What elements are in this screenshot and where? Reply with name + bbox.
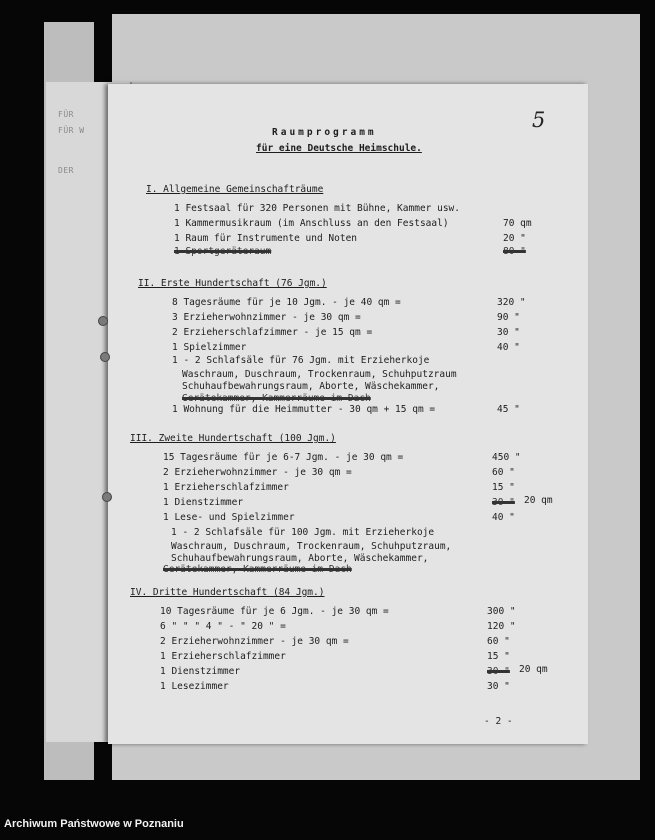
room-line: 1 Dienstzimmer <box>160 666 241 677</box>
room-line: 1 Sportgeräteraum <box>174 246 272 257</box>
area-value: 40 " <box>492 512 515 523</box>
document-title: Raumprogramm <box>272 127 377 138</box>
room-line: Gerätekammer, Kammerräume im Dach <box>163 564 352 575</box>
room-line: Schuhaufbewahrungsraum, Aborte, Wäschekammer, <box>182 381 440 392</box>
left-fragment: FÜR <box>58 110 74 119</box>
corrected-area-value: 20 qm <box>524 495 553 506</box>
room-line: 1 Lese- und Spielzimmer <box>163 512 295 523</box>
area-value: 30 " <box>492 497 515 508</box>
area-value: 450 " <box>492 452 521 463</box>
area-value: 60 " <box>492 467 515 478</box>
room-line: 6 " " " 4 " - " 20 " = <box>160 621 286 632</box>
punch-hole <box>100 352 110 362</box>
room-line: 3 Erzieherwohnzimmer - je 30 qm = <box>172 312 361 323</box>
punch-hole <box>102 492 112 502</box>
room-line: 2 Erzieherwohnzimmer - je 30 qm = <box>160 636 349 647</box>
room-line: 1 Dienstzimmer <box>163 497 244 508</box>
handwritten-page-number: 5 <box>532 108 546 132</box>
area-value: 30 " <box>487 666 510 677</box>
area-value: 15 " <box>492 482 515 493</box>
area-value: 90 " <box>497 312 520 323</box>
area-value: 320 " <box>497 297 526 308</box>
area-value: 40 " <box>497 342 520 353</box>
area-value: 30 " <box>487 681 510 692</box>
area-value: 300 " <box>487 606 516 617</box>
left-fragment: FÜR W <box>58 126 85 135</box>
room-line: 1 Spielzimmer <box>172 342 247 353</box>
room-line: 2 Erzieherwohnzimmer - je 30 qm = <box>163 467 352 478</box>
area-value: 60 " <box>487 636 510 647</box>
room-line: 1 Raum für Instrumente und Noten <box>174 233 358 244</box>
room-line: 1 - 2 Schlafsäle für 76 Jgm. mit Erzieherkoje <box>172 355 430 366</box>
section-heading: I. Allgemeine Gemeinschafträume <box>146 184 324 195</box>
room-line: 10 Tagesräume für je 6 Jgm. - je 30 qm = <box>160 606 389 617</box>
room-line: 1 - 2 Schlafsäle für 100 Jgm. mit Erzieherkoje <box>171 527 435 538</box>
section-heading: IV. Dritte Hundertschaft (84 Jgm.) <box>130 587 325 598</box>
room-line: 8 Tagesräume für je 10 Jgm. - je 40 qm = <box>172 297 401 308</box>
room-line: 1 Lesezimmer <box>160 681 229 692</box>
section-heading: III. Zweite Hundertschaft (100 Jgm.) <box>130 433 336 444</box>
room-line: Schuhaufbewahrungsraum, Aborte, Wäschekammer, <box>171 553 429 564</box>
room-line: 1 Erzieherschlafzimmer <box>160 651 286 662</box>
area-value: 20 " <box>503 233 526 244</box>
room-line: 1 Wohnung für die Heimmutter - 30 qm + 15 qm = <box>172 404 436 415</box>
area-value: 45 " <box>497 404 520 415</box>
area-value: 120 " <box>487 621 516 632</box>
archive-label: Archiwum Państwowe w Poznaniu <box>4 818 184 830</box>
section-heading: II. Erste Hundertschaft (76 Jgm.) <box>138 278 327 289</box>
room-line: Waschraum, Duschraum, Trockenraum, Schuhputzraum, <box>171 541 452 552</box>
document-subtitle: für eine Deutsche Heimschule. <box>256 143 422 154</box>
room-line: 2 Erzieherschlafzimmer - je 15 qm = <box>172 327 373 338</box>
page-footer-number: - 2 - <box>484 716 513 727</box>
corrected-area-value: 20 qm <box>519 664 548 675</box>
room-line: 1 Kammermusikraum (im Anschluss an den Festsaal) <box>174 218 449 229</box>
punch-hole <box>98 316 108 326</box>
room-line: Gerätekammer, Kammerräume im Dach <box>182 393 371 404</box>
room-line: 15 Tagesräume für je 6-7 Jgm. - je 30 qm = <box>163 452 404 463</box>
area-value: 15 " <box>487 651 510 662</box>
room-line: 1 Erzieherschlafzimmer <box>163 482 289 493</box>
area-value: 30 " <box>497 327 520 338</box>
room-line: Waschraum, Duschraum, Trockenraum, Schuhputzraum <box>182 369 457 380</box>
area-value: 80 " <box>503 246 526 257</box>
left-fragment: DER <box>58 166 74 175</box>
area-value: 70 qm <box>503 218 532 229</box>
room-line: 1 Festsaal für 320 Personen mit Bühne, Kammer usw. <box>174 203 460 214</box>
